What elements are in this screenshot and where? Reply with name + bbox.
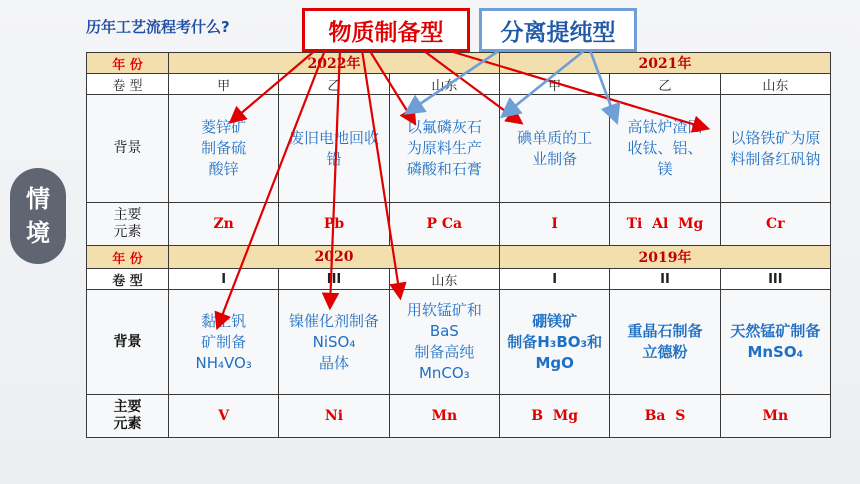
background-row-bottom (87, 290, 831, 395)
element-cell: Mn (389, 395, 499, 438)
background-cell: 废旧电池回收 铅 (279, 95, 389, 203)
year-row-bottom (87, 246, 831, 269)
side-badge (10, 168, 66, 264)
element-cell: I (499, 203, 609, 246)
element-row-top (87, 203, 831, 246)
element-cell: Ni (279, 395, 389, 438)
exam-table (86, 52, 831, 438)
background-cell: 碘单质的工 业制备 (499, 95, 609, 203)
side-label-1: 情 (26, 185, 50, 213)
volume-label: 卷 型 (87, 269, 169, 290)
volume-cell: 甲 (169, 74, 279, 95)
volume-cell: 山东 (389, 74, 499, 95)
element-cell: B Mg (499, 395, 609, 438)
element-cell: Ti Al Mg (610, 203, 720, 246)
volume-cell: 乙 (610, 74, 720, 95)
element-cell: Ba S (610, 395, 720, 438)
element-cell: P Ca (389, 203, 499, 246)
element-cell: Cr (720, 203, 830, 246)
page-title: 历年工艺流程考什么? (86, 18, 230, 36)
background-cell: 以氟磷灰石 为原料生产 磷酸和石膏 (389, 95, 499, 203)
year-2019: 2019年 (499, 246, 830, 269)
background-row-top (87, 95, 831, 203)
year-2020: 2020 (169, 246, 500, 269)
background-cell: 黏土钒 矿制备 NH₄VO₃ (169, 290, 279, 395)
element-cell: Mn (720, 395, 830, 438)
background-cell: 重晶石制备 立德粉 (610, 290, 720, 395)
volume-cell: I (499, 269, 609, 290)
element-label: 主要 元素 (87, 203, 169, 246)
volume-label: 卷 型 (87, 74, 169, 95)
element-cell: Zn (169, 203, 279, 246)
volume-cell: I (169, 269, 279, 290)
volume-cell: III (279, 269, 389, 290)
year-2021: 2021年 (499, 53, 830, 74)
preparation-type-label: 物质制备型 (302, 8, 470, 52)
background-cell: 以铬铁矿为原 料制备红矾钠 (720, 95, 830, 203)
background-label: 背景 (87, 290, 169, 395)
volume-cell: 山东 (389, 269, 499, 290)
side-label-2: 境 (26, 219, 50, 247)
year-2022: 2022年 (169, 53, 500, 74)
year-label: 年 份 (87, 53, 169, 74)
element-row-bottom (87, 395, 831, 438)
volume-row-top (87, 74, 831, 95)
volume-row-bottom (87, 269, 831, 290)
year-label: 年 份 (87, 246, 169, 269)
volume-cell: II (610, 269, 720, 290)
background-cell: 硼镁矿 制备H₃BO₃和 MgO (499, 290, 609, 395)
volume-cell: 甲 (499, 74, 609, 95)
element-cell: V (169, 395, 279, 438)
volume-cell: 乙 (279, 74, 389, 95)
volume-cell: III (720, 269, 830, 290)
element-label: 主要 元素 (87, 395, 169, 438)
separation-type-label: 分离提纯型 (479, 8, 637, 52)
background-label: 背景 (87, 95, 169, 203)
element-cell: Pb (279, 203, 389, 246)
volume-cell: 山东 (720, 74, 830, 95)
background-cell: 菱锌矿 制备硫 酸锌 (169, 95, 279, 203)
year-row-top (87, 53, 831, 74)
background-cell: 天然锰矿制备 MnSO₄ (720, 290, 830, 395)
background-cell: 镍催化剂制备 NiSO₄ 晶体 (279, 290, 389, 395)
background-cell: 高钛炉渣回 收钛、铝、 镁 (610, 95, 720, 203)
background-cell: 用软锰矿和 BaS 制备高纯 MnCO₃ (389, 290, 499, 395)
